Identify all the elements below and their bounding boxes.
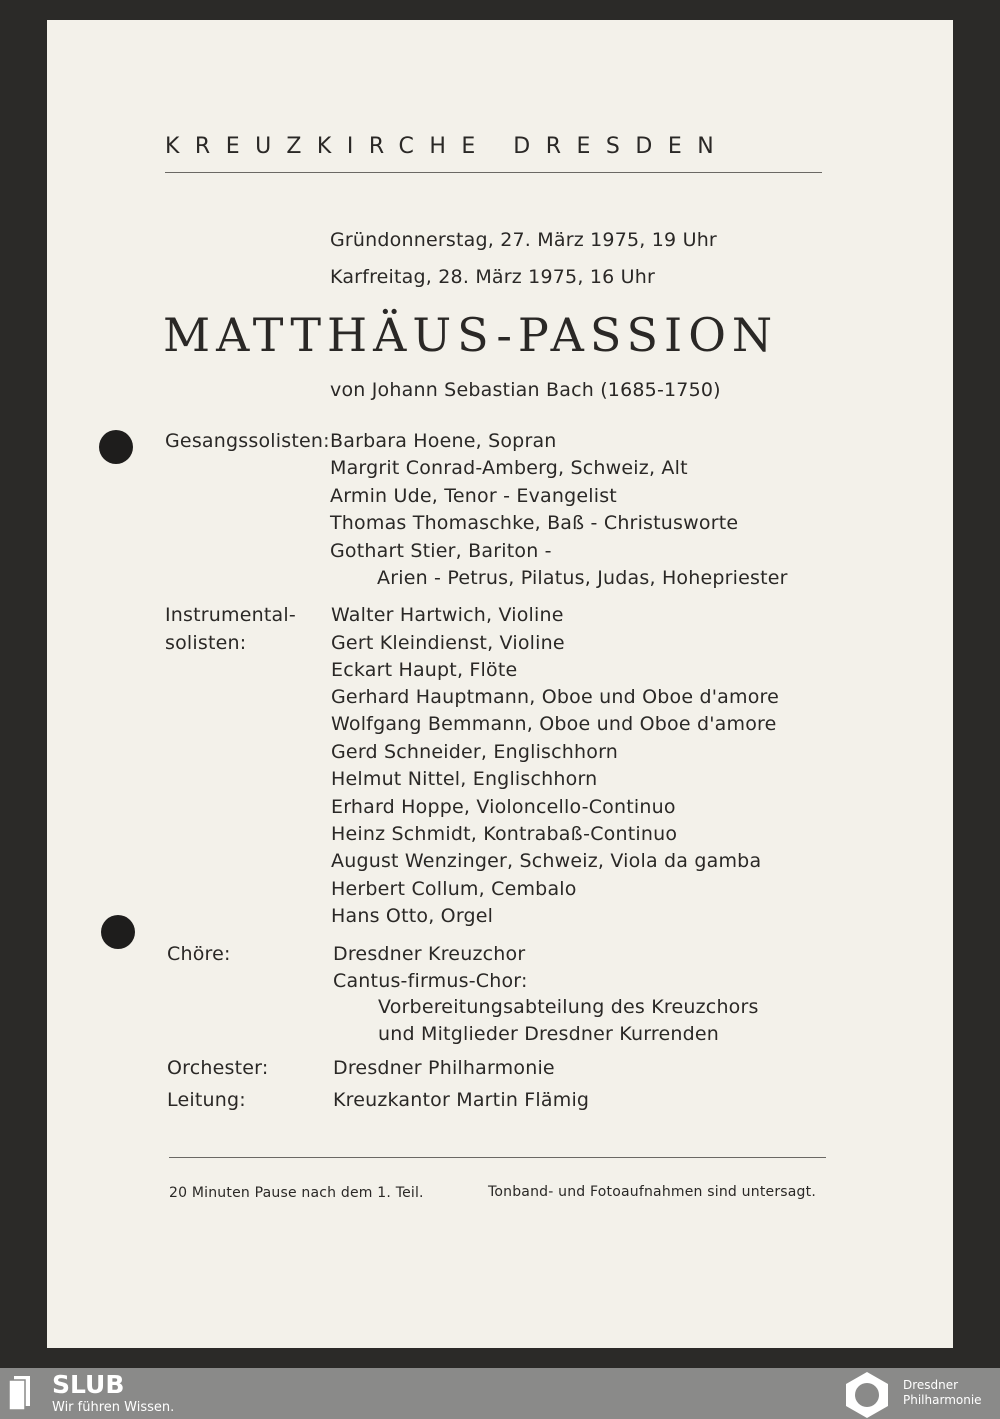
slub-logo-text[interactable]: SLUB xyxy=(52,1370,125,1399)
list-item: Armin Ude, Tenor - Evangelist xyxy=(330,485,617,507)
list-item: Walter Hartwich, Violine xyxy=(331,604,564,626)
subtitle: von Johann Sebastian Bach (1685-1750) xyxy=(330,379,721,401)
list-item: Helmut Nittel, Englischhorn xyxy=(331,768,598,790)
pause-note: 20 Minuten Pause nach dem 1. Teil. xyxy=(169,1185,424,1201)
program-sheet xyxy=(47,20,953,1348)
section-label: solisten: xyxy=(165,632,247,654)
footer-rule xyxy=(169,1157,826,1158)
list-item: Margrit Conrad-Amberg, Schweiz, Alt xyxy=(330,457,688,479)
list-item: Vorbereitungsabteilung des Kreuzchors xyxy=(378,996,759,1018)
church-heading: KREUZKIRCHE DRESDEN xyxy=(165,134,730,159)
header-rule xyxy=(165,172,822,173)
list-item: Herbert Collum, Cembalo xyxy=(331,878,577,900)
list-item: Barbara Hoene, Sopran xyxy=(330,430,557,452)
date-line: Karfreitag, 28. März 1975, 16 Uhr xyxy=(330,266,655,288)
list-item: und Mitglieder Dresdner Kurrenden xyxy=(378,1023,720,1045)
list-item: Heinz Schmidt, Kontrabaß-Continuo xyxy=(331,823,678,845)
partner-name: Dresdner xyxy=(903,1378,959,1392)
list-item: Dresdner Philharmonie xyxy=(333,1057,555,1079)
section-label: Leitung: xyxy=(167,1089,246,1111)
list-item: Gerhard Hauptmann, Oboe und Oboe d'amore xyxy=(331,686,780,708)
slub-tagline: Wir führen Wissen. xyxy=(52,1400,175,1415)
section-label: Instrumental- xyxy=(165,604,296,626)
list-item: Kreuzkantor Martin Flämig xyxy=(333,1089,590,1111)
list-item: Thomas Thomaschke, Baß - Christusworte xyxy=(330,512,739,534)
partner-name: Philharmonie xyxy=(903,1393,982,1407)
section-label: Chöre: xyxy=(167,943,231,965)
date-line: Gründonnerstag, 27. März 1975, 19 Uhr xyxy=(330,229,717,251)
list-item: Dresdner Kreuzchor xyxy=(333,943,526,965)
footer-bar xyxy=(0,1368,1000,1419)
punch-hole xyxy=(101,915,135,949)
list-item: Hans Otto, Orgel xyxy=(331,905,494,927)
list-item: August Wenzinger, Schweiz, Viola da gamba xyxy=(331,850,762,872)
recording-note: Tonband- und Fotoaufnahmen sind untersagt. xyxy=(488,1184,816,1200)
section-label: Orchester: xyxy=(167,1057,269,1079)
list-item: Wolfgang Bemmann, Oboe und Oboe d'amore xyxy=(331,713,777,735)
list-item: Gerd Schneider, Englischhorn xyxy=(331,741,619,763)
punch-hole xyxy=(99,430,133,464)
list-item: Gothart Stier, Bariton - xyxy=(330,540,552,562)
list-item: Erhard Hoppe, Violoncello-Continuo xyxy=(331,796,676,818)
list-item: Eckart Haupt, Flöte xyxy=(331,659,518,681)
page-title: MATTHÄUS-PASSION xyxy=(163,308,779,362)
list-item: Gert Kleindienst, Violine xyxy=(331,632,565,654)
book-icon xyxy=(8,1374,42,1410)
section-label: Gesangssolisten: xyxy=(165,430,330,452)
philharmonie-logo-icon xyxy=(842,1371,892,1419)
list-item: Arien - Petrus, Pilatus, Judas, Hohepriester xyxy=(377,567,788,589)
list-item: Cantus-firmus-Chor: xyxy=(333,970,528,992)
